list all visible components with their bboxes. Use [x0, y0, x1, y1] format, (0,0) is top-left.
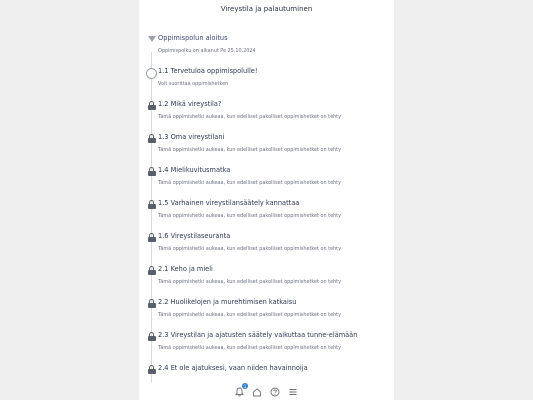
item-title: 2.3 Vireystilan ja ajatusten säätely vaikuttaa tunne-elämään [158, 331, 358, 339]
notification-badge: 1 [243, 383, 247, 389]
item-subtitle: Voit suorittaa oppimishetken [158, 81, 229, 87]
timeline-item[interactable] [139, 294, 394, 327]
timeline-item[interactable] [139, 261, 394, 294]
timeline-item[interactable] [139, 63, 394, 96]
triangle-down-icon [146, 34, 157, 45]
timeline-item[interactable] [139, 162, 394, 195]
lock-icon [146, 100, 157, 111]
item-title: 1.6 Vireystilaseuranta [158, 232, 231, 240]
timeline-item[interactable] [139, 195, 394, 228]
lock-icon [146, 166, 157, 177]
menu-icon[interactable] [287, 386, 298, 397]
item-subtitle: Tämä oppimishetki aukeaa, kun edelliset pakolliset oppimishetket on tehty [158, 213, 341, 219]
item-title: 1.4 Mielikuvitusmatka [158, 166, 231, 174]
item-subtitle: Tämä oppimishetki aukeaa, kun edelliset pakolliset oppimishetket on tehty [158, 147, 341, 153]
lock-icon [146, 199, 157, 210]
timeline-item[interactable] [139, 228, 394, 261]
timeline-item[interactable] [139, 360, 394, 383]
help-icon[interactable] [269, 386, 280, 397]
item-subtitle: Tämä oppimishetki aukeaa, kun edelliset pakolliset oppimishetket on tehty [158, 180, 341, 186]
home-icon[interactable] [251, 386, 262, 397]
item-title: 1.1 Tervetuloa oppimispolulle! [158, 67, 258, 75]
item-subtitle: Tämä oppimishetki aukeaa, kun edelliset pakolliset oppimishetket on tehty [158, 114, 341, 120]
lock-icon [146, 364, 157, 375]
section-subtitle: Oppimispolku on alkanut Pe 25.10.2024 [158, 48, 256, 54]
section-title: Oppimispolun aloitus [158, 34, 228, 42]
item-title: 1.3 Oma vireystilani [158, 133, 225, 141]
timeline-section-start[interactable] [139, 30, 394, 63]
item-subtitle: Tämä oppimishetki aukeaa, kun edelliset pakolliset oppimishetket on tehty [158, 312, 341, 318]
bell-icon[interactable] [234, 383, 247, 397]
lock-icon [146, 331, 157, 342]
item-title: 1.5 Varhainen vireystilansäätely kannattaa [158, 199, 300, 207]
timeline-item[interactable] [139, 129, 394, 162]
page-title: Vireystila ja palautuminen [220, 5, 313, 13]
item-title: 2.1 Keho ja mieli [158, 265, 213, 273]
lock-icon [146, 133, 157, 144]
bottom-navigation [139, 383, 394, 400]
lock-icon [146, 232, 157, 243]
timeline-item[interactable] [139, 327, 394, 360]
open-circle-icon [146, 68, 157, 79]
item-subtitle: Tämä oppimishetki aukeaa, kun edelliset pakolliset oppimishetket on tehty [158, 246, 341, 252]
learning-path-panel [139, 0, 394, 383]
item-title: 1.2 Mikä vireystila? [158, 100, 222, 108]
timeline-item[interactable] [139, 96, 394, 129]
item-title: 2.2 Huolikelojen ja murehtimisen katkaisu [158, 298, 297, 306]
lock-icon [146, 265, 157, 276]
item-subtitle: Tämä oppimishetki aukeaa, kun edelliset pakolliset oppimishetket on tehty [158, 345, 341, 351]
item-title: 2.4 Et ole ajatuksesi, vaan niiden havainnoija [158, 364, 308, 372]
item-subtitle: Tämä oppimishetki aukeaa, kun edelliset pakolliset oppimishetket on tehty [158, 279, 341, 285]
lock-icon [146, 298, 157, 309]
